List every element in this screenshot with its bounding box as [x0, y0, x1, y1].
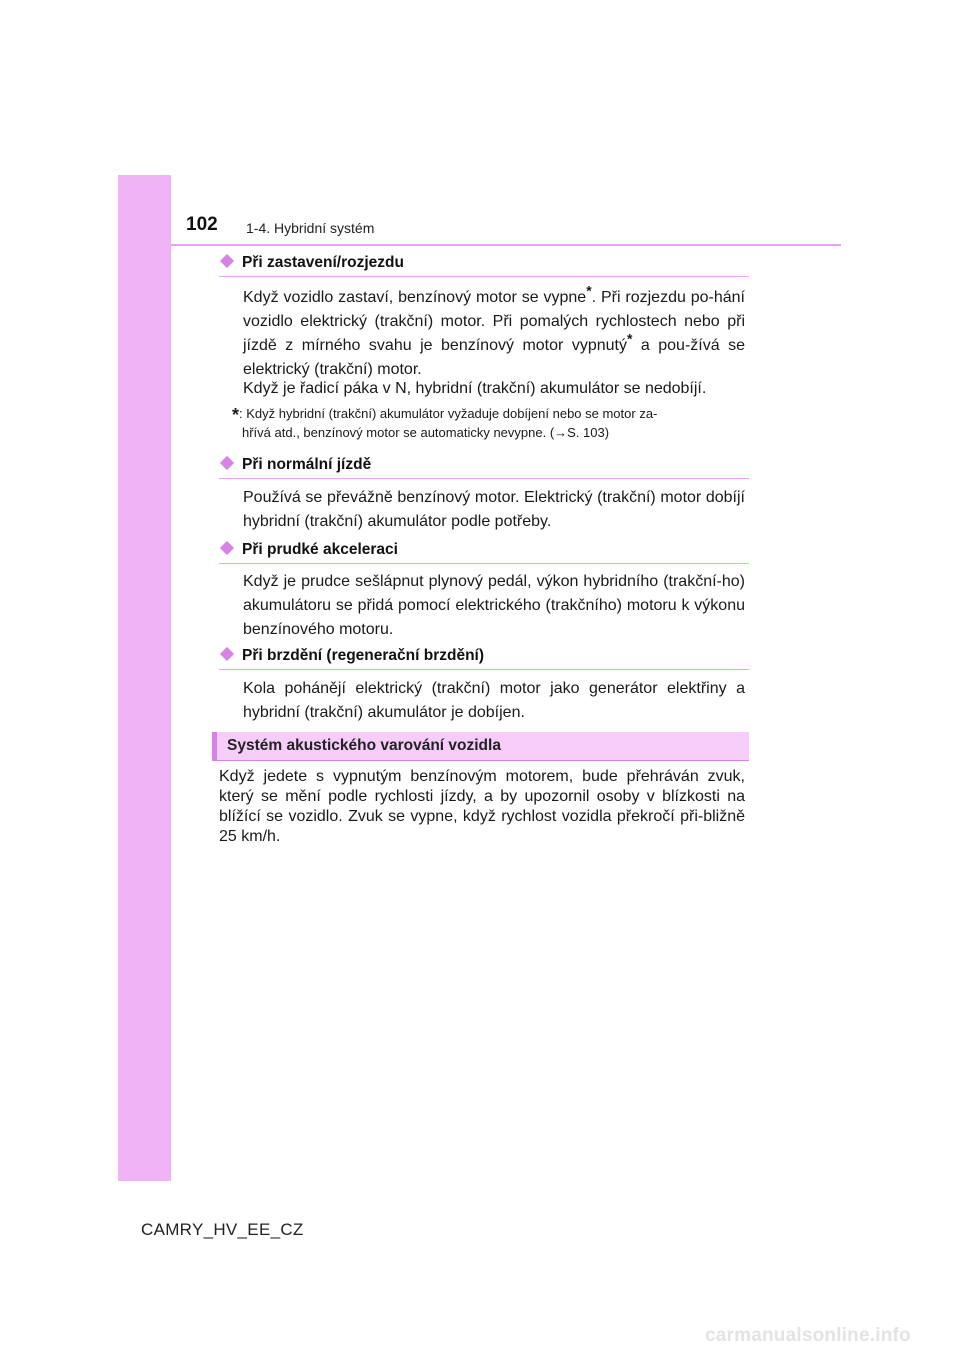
- text-run: a pou-žívá se elektrický (trakční) motor.: [243, 337, 745, 378]
- subsection-heading-acceleration: [219, 541, 749, 559]
- sidebar-band: [118, 175, 171, 1181]
- paragraph-acceleration: Když je prudce sešlápnut plynový pedál, výkon hybridního (trakční-ho) akumulátoru se přidá pomocí elektrického (trakčního) motoru k výkonu benzínového motoru.: [243, 573, 745, 638]
- section-label: 1-4. Hybridní systém: [246, 220, 375, 236]
- page-number: 102: [186, 214, 218, 235]
- heading-text: Při zastavení/rozjezdu: [242, 254, 404, 271]
- paragraph-neutral: Když je řadicí páka v N, hybridní (trakční) akumulátor se nedobíjí.: [243, 380, 707, 397]
- header-rule: [171, 244, 841, 246]
- banner-title: Systém akustického varování vozidla: [227, 737, 501, 754]
- subsection-heading-normal: [219, 456, 749, 474]
- paragraph-acoustic-warning: Když jedete s vypnutým benzínovým motorem, bude přehráván zvuk, který se mění podle rychlosti jízdy, a by upozornil osoby v blízkosti na blížící se vozidlo. Zvuk se vypne, když rychlost vozidla překročí při-bližně 25 km/h.: [219, 768, 745, 845]
- diamond-bullet-icon: [220, 541, 234, 555]
- diamond-bullet-icon: [220, 254, 234, 268]
- document-code: CAMRY_HV_EE_CZ: [141, 1220, 304, 1239]
- paragraph-stopping: [243, 282, 746, 382]
- footnote: [232, 403, 745, 442]
- heading-text: Při normální jízdě: [242, 456, 372, 473]
- heading-rule: [219, 669, 749, 670]
- footnote-marker: *: [232, 405, 240, 425]
- heading-rule: [219, 276, 749, 277]
- text-run: . Při rozjezdu po-hání vozidlo elektrický (trakční) motor. Při pomalých rychlostech nebo při jízdě z mírného svahu je benzínový motor vypnutý: [243, 289, 746, 354]
- heading-rule: [219, 478, 749, 479]
- subsection-heading-braking: [219, 647, 749, 665]
- asterisk-marker: *: [586, 282, 592, 299]
- footnote-line-1: : Když hybridní (trakční) akumulátor vyžaduje dobíjení nebo se motor za-: [239, 406, 658, 421]
- subsection-heading-stopping: [219, 254, 749, 272]
- paragraph-normal: Používá se převážně benzínový motor. Elektrický (trakční) motor dobíjí hybridní (trakční) akumulátor podle potřeby.: [243, 489, 745, 530]
- watermark: carmanualsonline.info: [705, 1325, 911, 1346]
- diamond-bullet-icon: [220, 647, 234, 661]
- diamond-bullet-icon: [220, 456, 234, 470]
- banner-rule: [212, 760, 749, 761]
- footnote-line-2: hřívá atd., benzínový motor se automaticky nevypne. (→S. 103): [242, 425, 610, 440]
- asterisk-marker: *: [626, 330, 633, 347]
- paragraph-braking: Kola pohánějí elektrický (trakční) motor jako generátor elektřiny a hybridní (trakční) akumulátor je dobíjen.: [243, 680, 745, 721]
- heading-text: Při brzdění (regenerační brzdění): [242, 647, 485, 664]
- heading-rule: [219, 563, 749, 564]
- text-run: Když vozidlo zastaví, benzínový motor se vypne: [243, 289, 587, 306]
- heading-text: Při prudké akceleraci: [242, 541, 398, 558]
- section-banner: [212, 732, 749, 760]
